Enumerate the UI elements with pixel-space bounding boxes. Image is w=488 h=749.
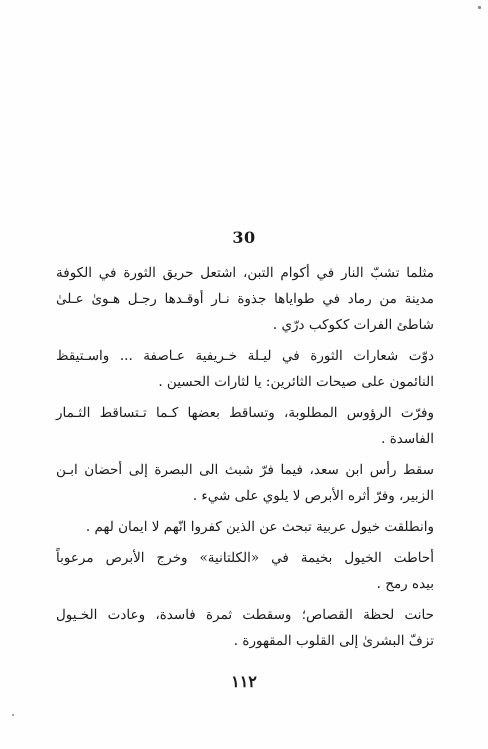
paragraph <box>56 545 434 597</box>
paragraph <box>56 602 434 654</box>
text-line: حانت لحظة القصاص؛ وسقطت ثمرة فاسدة، وعادت الخـيول <box>56 607 434 623</box>
paragraph <box>56 400 434 452</box>
text-line: وفرّت الرؤوس المطلوبة، وتساقط بعضها كـما تـتساقط الثـمار <box>56 405 434 421</box>
text-line: أحاطت الخيول بخيمة في «الكلتانية» وخرج الأبرص مرعوباً <box>56 550 434 566</box>
text-line: النائمون على صيحات الثائرين: يا لثارات الحسين . <box>158 374 434 390</box>
text-line: سقط رأس ابن سعد، فيما فرّ شبث الى البصرة إلى أحضان ابـن <box>56 462 434 478</box>
paragraph <box>56 343 434 395</box>
text-line: وانطلقت خيول عربية تبحث عن الذين كفروا انّهم لا ايمان لهم . <box>85 519 434 535</box>
paragraph <box>56 457 434 509</box>
text-line: الزبير، وفرّ أثره الأبرص لا يلوي على شيء . <box>192 488 434 504</box>
scan-speck <box>478 6 481 9</box>
page-number: ١١٢ <box>231 672 257 691</box>
body-text <box>56 260 434 659</box>
chapter-number: 30 <box>232 228 256 247</box>
text-line: تزفّ البشرىٰ إلى القلوب المقهورة . <box>233 633 434 649</box>
text-line: مدينة من رماد في طواياها جذوة نـار أوقـدها رجـل هـوىٰ عـلىٰ <box>56 291 434 307</box>
text-line: دوّت شعارات الثورة في ليـلة خـريفية عـاصفة ... واسـتيقظ <box>56 348 434 364</box>
text-line: الفاسدة . <box>381 431 434 447</box>
text-line: مثلما تشبّ النار في أكوام التبن، اشتعل حريق الثورة في الكوفة <box>56 265 434 281</box>
text-line: شاطئ الفرات ككوكب درّي . <box>272 317 434 333</box>
paragraph <box>56 514 434 540</box>
paragraph <box>56 260 434 338</box>
text-line: بيده رمح . <box>376 576 434 592</box>
scan-speck <box>12 714 14 716</box>
